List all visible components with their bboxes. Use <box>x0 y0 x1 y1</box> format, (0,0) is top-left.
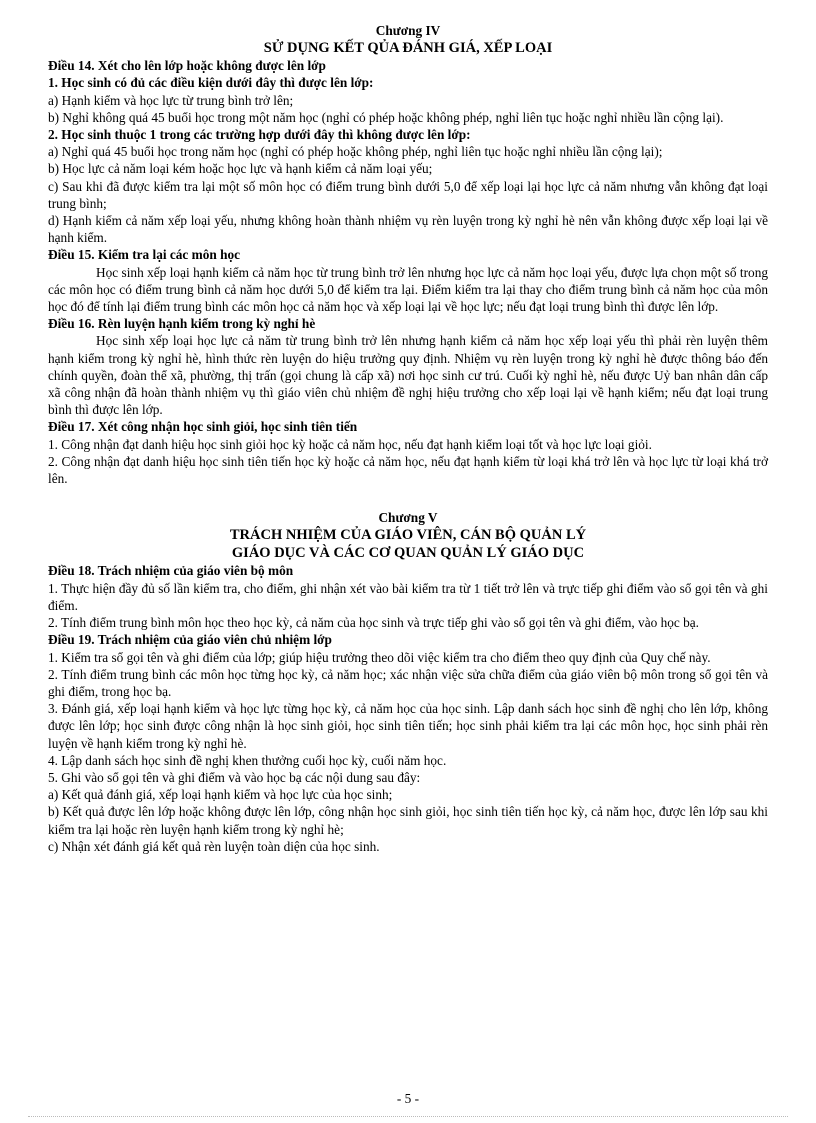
chapter-5-number: Chương V <box>378 510 438 526</box>
chapter-4-title: SỬ DỤNG KẾT QỦA ĐÁNH GIÁ, XẾP LOẠI <box>263 40 553 57</box>
article-14-section-1: 1. Học sinh có đủ các điều kiện dưới đây thì được lên lớp: <box>48 75 374 91</box>
article-14-heading: Điều 14. Xét cho lên lớp hoặc không được lên lớp <box>48 58 326 74</box>
chapter-5-title-line-2: GIÁO DỤC VÀ CÁC CƠ QUAN QUẢN LÝ GIÁO DỤC <box>231 545 585 562</box>
article-17-item-1: 1. Công nhận đạt danh hiệu học sinh giỏi học kỳ hoặc cả năm học, nếu đạt hạnh kiểm loại tốt và học lực loại giỏi. <box>48 436 652 452</box>
article-14-item-2a: a) Nghỉ quá 45 buổi học trong năm học (nghỉ có phép hoặc không phép, nghỉ liên tục hoặc nghỉ nhiều lần cộng lại); <box>48 144 663 160</box>
article-14-item-1a: a) Hạnh kiểm và học lực từ trung bình trở lên; <box>48 92 294 108</box>
article-17-heading: Điều 17. Xét công nhận học sinh giỏi, học sinh tiên tiến <box>48 419 358 435</box>
article-19-item-3: 3. Đánh giá, xếp loại hạnh kiểm và học lực từng học kỳ, cả năm học của học sinh. Lập danh sách học sinh đề nghị cho lên lớp, không được lên lớp; học sinh được công nhận là học sinh giỏi, học sinh tiên tiến; học sinh phải kiểm tra lại các môn học, học sinh phải rèn luyện về hạnh kiểm trong kỳ nghỉ hè. <box>48 701 768 751</box>
article-19-item-5a: a) Kết quả đánh giá, xếp loại hạnh kiểm và học lực của học sinh; <box>48 787 393 803</box>
article-19-item-5c: c) Nhận xét đánh giá kết quả rèn luyện toàn diện của học sinh. <box>48 838 380 854</box>
article-17-item-2: 2. Công nhận đạt danh hiệu học sinh tiên tiến học kỳ hoặc cả năm học, nếu đạt hạnh kiểm từ loại khá trở lên và học lực từ loại khá trở lên. <box>48 453 768 487</box>
article-19-item-4: 4. Lập danh sách học sinh đề nghị khen thưởng cuối học kỳ, cuối năm học. <box>48 752 447 768</box>
article-19-item-5b: b) Kết quả được lên lớp hoặc không được lên lớp, công nhận học sinh giỏi, học sinh tiên tiến học kỳ, cả năm học, được lên lớp sau khi kiểm tra lại hoặc rèn luyện hạnh kiểm trong kỳ nghỉ hè; <box>48 804 768 837</box>
article-18-heading: Điều 18. Trách nhiệm của giáo viên bộ môn <box>48 563 294 579</box>
article-19-heading: Điều 19. Trách nhiệm của giáo viên chủ nhiệm lớp <box>48 632 332 648</box>
article-19-item-5: 5. Ghi vào sổ gọi tên và ghi điểm và vào học bạ các nội dung sau đây: <box>48 769 421 785</box>
article-14-item-2d: d) Hạnh kiểm cả năm xếp loại yếu, nhưng không hoàn thành nhiệm vụ rèn luyện trong kỳ nghỉ hè nên vẫn không được xếp loại lại về hạnh kiểm. <box>48 213 768 246</box>
chapter-5-title-line-1: TRÁCH NHIỆM CỦA GIÁO VIÊN, CÁN BỘ QUẢN LÝ <box>229 527 587 544</box>
article-14-section-2: 2. Học sinh thuộc 1 trong các trường hợp dưới đây thì không được lên lớp: <box>48 127 471 143</box>
page-bottom-divider <box>28 1116 788 1117</box>
article-15-paragraph: Học sinh xếp loại hạnh kiểm cả năm học từ trung bình trở lên nhưng học lực cả năm học loại yếu, được lựa chọn một số trong các môn học có điểm trung bình cả năm học dưới 5,0 để kiểm tra lại. Điểm kiểm tra lại thay cho điểm trung bình cả năm học của môn học đó để tính lại điểm trung bình các môn học cả năm học và xếp loại lại về học lực; nếu đạt loại trung bình thì được lên lớp. <box>48 264 768 315</box>
article-14-item-1b: b) Nghỉ không quá 45 buổi học trong một năm học (nghỉ có phép hoặc không phép, nghỉ liên tục hoặc nghỉ nhiều lần cộng lại). <box>48 109 724 125</box>
article-15-heading: Điều 15. Kiểm tra lại các môn học <box>48 247 241 263</box>
article-16-heading: Điều 16. Rèn luyện hạnh kiểm trong kỳ nghỉ hè <box>48 316 316 332</box>
article-19-item-2: 2. Tính điểm trung bình các môn học từng học kỳ, cả năm học; xác nhận việc sửa chữa điểm của giáo viên bộ môn trong sổ gọi tên và ghi điểm, trong học bạ. <box>48 666 768 699</box>
article-14-item-2b: b) Học lực cả năm loại kém hoặc học lực và hạnh kiểm cả năm loại yếu; <box>48 161 433 177</box>
article-19-item-1: 1. Kiểm tra sổ gọi tên và ghi điểm của lớp; giúp hiệu trưởng theo dõi việc kiểm tra cho điểm theo quy định của Quy chế này. <box>48 649 711 665</box>
article-16-paragraph: Học sinh xếp loại học lực cả năm từ trung bình trở lên nhưng hạnh kiểm cả năm học xếp loại yếu thì phải rèn luyện thêm hạnh kiểm trong kỳ nghỉ hè, hình thức rèn luyện do hiệu trưởng quy định. Nhiệm vụ rèn luyện trong kỳ nghỉ hè được thông báo đến chính quyền, đoàn thể xã, phường, thị trấn (gọi chung là cấp xã) nơi học sinh cư trú. Cuối kỳ nghỉ hè, nếu được Uỷ ban nhân dân cấp xã công nhận đã hoàn thành nhiệm vụ thì giáo viên chủ nhiệm đề nghị hiệu trưởng cho xếp loại lại về hạnh kiểm; nếu đạt loại trung bình thì được lên lớp. <box>48 333 768 418</box>
page-number: - 5 - <box>396 1091 420 1106</box>
chapter-4-number: Chương IV <box>375 23 441 38</box>
article-18-item-2: 2. Tính điểm trung bình môn học theo học kỳ, cả năm của học sinh và trực tiếp ghi vào sổ gọi tên và ghi điểm, vào học bạ. <box>48 615 699 631</box>
section-spacer <box>48 487 768 509</box>
article-18-item-1: 1. Thực hiện đầy đủ số lần kiểm tra, cho điểm, ghi nhận xét vào bài kiểm tra từ 1 tiết trở lên và trực tiếp ghi điểm vào sổ gọi tên và ghi điểm. <box>48 580 768 613</box>
article-14-item-2c: c) Sau khi đã được kiểm tra lại một số môn học có điểm trung bình dưới 5,0 để xếp loại lại học lực cả năm nhưng vẫn không đạt loại trung bình; <box>48 178 768 211</box>
